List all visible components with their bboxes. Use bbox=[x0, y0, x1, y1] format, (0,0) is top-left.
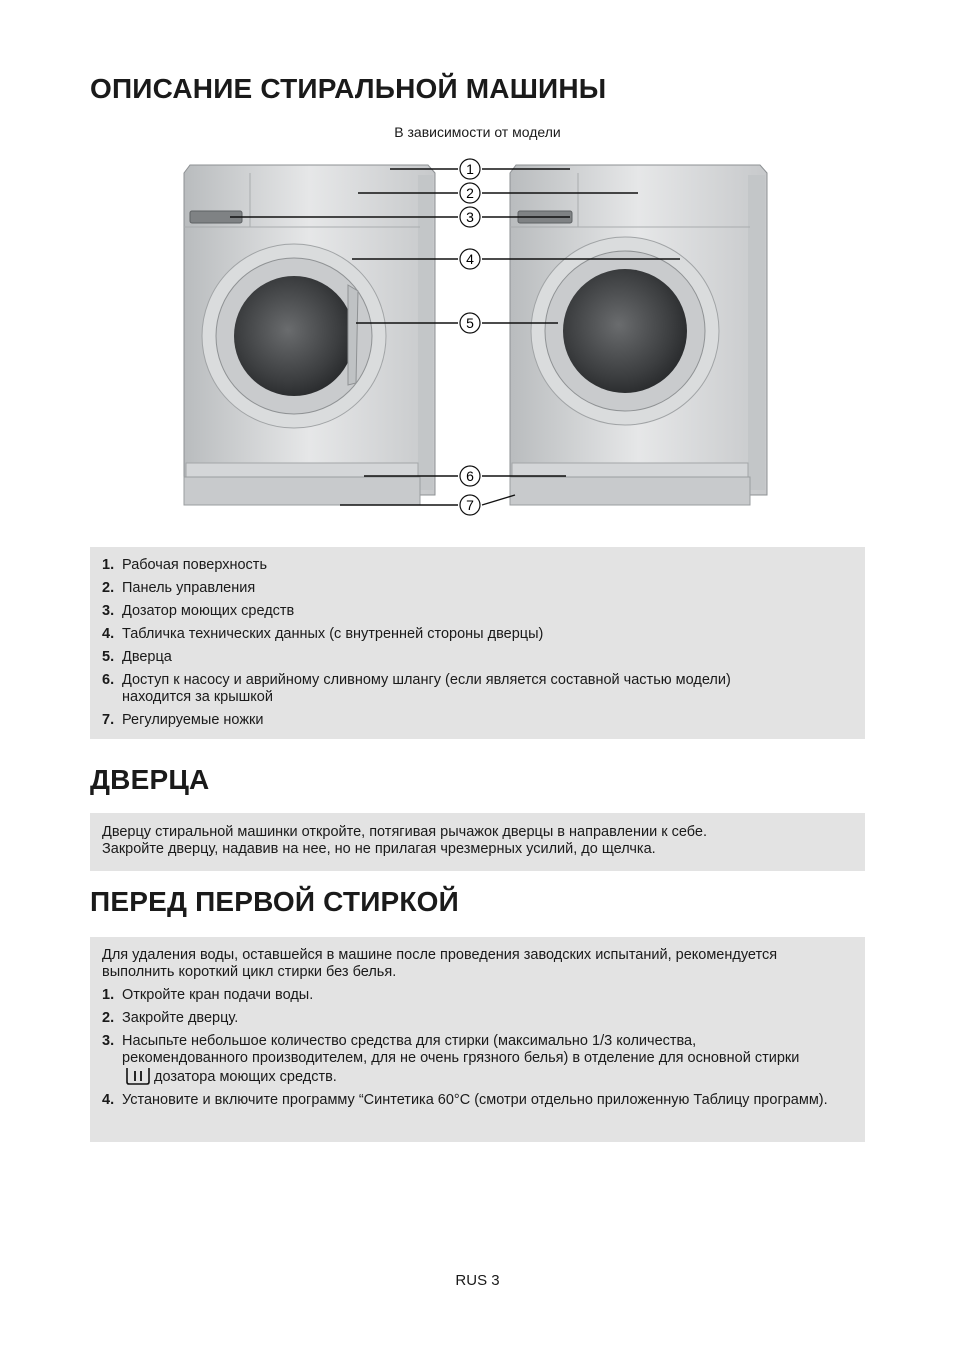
list-item: 3. Насыпьте небольшое количество средства для стирки (максимально 1/3 количества, рекомендованного производителем, для не очень грязного белья) в отделение для основной стиркидозатора моющих средств. bbox=[102, 1033, 800, 1085]
main-wash-compartment-icon bbox=[125, 1067, 151, 1085]
list-item: 2. Закройте дверцу. bbox=[102, 1010, 239, 1026]
machine-left bbox=[184, 165, 435, 505]
list-item: 4. Установите и включите программу “Синтетика 60°C (смотри отдельно приложенную Таблицу программ). bbox=[102, 1092, 828, 1108]
first-wash-steps bbox=[102, 987, 853, 1109]
door-line-2: Закройте дверцу, надавив на нее, но не прилагая чрезмерных усилий, до щелчка. bbox=[102, 841, 656, 857]
list-item: 6. Доступ к насосу и аврийному сливному шлангу (если является составной частью модели) находится за крышкой bbox=[102, 672, 731, 705]
parts-list bbox=[102, 557, 853, 729]
svg-text:5: 5 bbox=[466, 315, 474, 331]
callout-2 bbox=[460, 183, 480, 203]
door-text-box bbox=[90, 813, 865, 871]
parts-list-box bbox=[90, 547, 865, 739]
section-title-door: ДВЕРЦА bbox=[90, 764, 210, 795]
first-wash-box bbox=[90, 937, 865, 1142]
door-line-1: Дверцу стиральной машинки откройте, потягивая рычажок дверцы в направлении к себе. bbox=[102, 824, 707, 840]
callout-7 bbox=[460, 495, 480, 515]
section-title-first-wash: ПЕРЕД ПЕРВОЙ СТИРКОЙ bbox=[90, 886, 459, 917]
callout-1 bbox=[460, 159, 480, 179]
page-number: RUS 3 bbox=[455, 1272, 500, 1289]
svg-text:3: 3 bbox=[466, 209, 474, 225]
callout-5 bbox=[460, 313, 480, 333]
first-wash-intro: Для удаления воды, оставшейся в машине после проведения заводских испытаний, рекомендуется выполнить короткий цикл стирки без белья. bbox=[102, 947, 778, 980]
callout-6 bbox=[460, 466, 480, 486]
svg-text:1: 1 bbox=[466, 161, 474, 177]
list-item: 1. Откройте кран подачи воды. bbox=[102, 987, 314, 1003]
list-item: 1. Рабочая поверхность bbox=[102, 557, 267, 573]
svg-text:6: 6 bbox=[466, 468, 474, 484]
callout-4 bbox=[460, 249, 480, 269]
callout-3 bbox=[460, 207, 480, 227]
list-item: 7. Регулируемые ножки bbox=[102, 712, 264, 728]
section-title-description: ОПИСАНИЕ СТИРАЛЬНОЙ МАШИНЫ bbox=[90, 73, 607, 104]
washing-machines-illustration bbox=[170, 145, 790, 530]
list-item: 2. Панель управления bbox=[102, 580, 256, 596]
list-item: 4. Табличка технических данных (с внутренней стороны дверцы) bbox=[102, 626, 544, 642]
list-item: 3. Дозатор моющих средств bbox=[102, 603, 295, 619]
figure-caption: В зависимости от модели bbox=[394, 124, 561, 140]
machine-right bbox=[510, 165, 767, 505]
svg-text:2: 2 bbox=[466, 185, 474, 201]
svg-text:7: 7 bbox=[466, 497, 474, 513]
list-item: 5. Дверца bbox=[102, 649, 172, 665]
svg-text:4: 4 bbox=[466, 251, 474, 267]
